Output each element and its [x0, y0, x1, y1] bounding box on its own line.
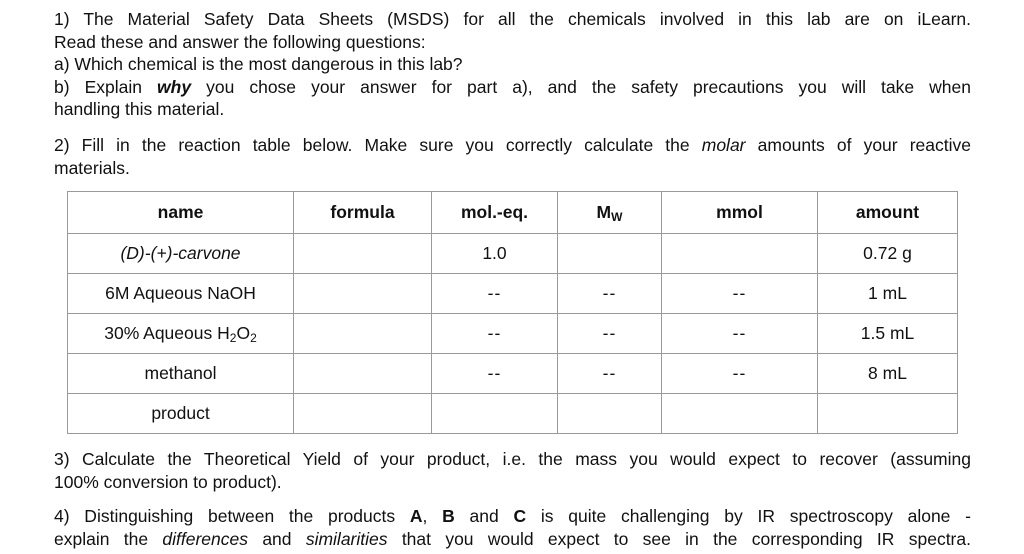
q1-part-b-line-2: handling this material.	[54, 99, 225, 119]
cell-mmol[interactable]	[662, 394, 818, 434]
table-row	[68, 234, 958, 274]
cell-name	[68, 234, 294, 274]
q4-line-2	[54, 528, 971, 551]
question-1	[54, 8, 971, 121]
cell-name	[68, 314, 294, 354]
cell-name: methanol	[68, 354, 294, 394]
h2o2-o: O	[236, 323, 251, 343]
header-formula: formula	[294, 192, 432, 234]
cell-name: 6M Aqueous NaOH	[68, 274, 294, 314]
q4-comma: ,	[422, 506, 443, 526]
h2o2-text: 30% Aqueous H	[104, 323, 230, 343]
product-c-label: C	[513, 506, 527, 526]
q2-text: 2) Fill in the reaction table below. Make sure you correctly calculate the	[54, 135, 702, 155]
cell-formula[interactable]	[294, 274, 432, 314]
cell-mol-eq: --	[432, 274, 558, 314]
q4-text-3: explain the	[54, 528, 163, 549]
table-row	[68, 314, 958, 354]
cell-amount: 8 mL	[818, 354, 958, 394]
table-row	[68, 394, 958, 434]
q4-similarities: similarities	[305, 528, 388, 549]
cell-name: product	[68, 394, 294, 434]
cell-mw[interactable]	[558, 394, 662, 434]
cell-mw: --	[558, 354, 662, 394]
product-a-label: A	[409, 506, 423, 526]
q1-line-1: 1) The Material Safety Data Sheets (MSDS) for all the chemicals involved in this lab are on iLearn.	[54, 9, 971, 29]
cell-mmol: --	[662, 274, 818, 314]
table-header-row	[68, 192, 958, 234]
question-3	[54, 448, 971, 493]
q1-b-text-2: you chose your answer for part a), and the safety precautions you will take when	[191, 76, 971, 97]
cell-mw: --	[558, 274, 662, 314]
q3-line-1: 3) Calculate the Theoretical Yield of your product, i.e. the mass you would expect to recover (assuming	[54, 449, 971, 469]
cell-mw: --	[558, 314, 662, 354]
cell-formula[interactable]	[294, 314, 432, 354]
q4-text-2: is quite challenging by IR spectroscopy alone -	[526, 506, 971, 526]
header-mw	[558, 192, 662, 234]
q1-b-text: b) Explain	[54, 76, 158, 97]
q1-part-b	[54, 76, 971, 99]
q2-line-1	[54, 134, 971, 157]
cell-formula[interactable]	[294, 394, 432, 434]
product-b-label: B	[442, 506, 455, 526]
q4-text-4: that you would expect to see in the corresponding IR spectra.	[387, 528, 971, 549]
q4-line-1	[54, 505, 971, 528]
q1-part-a: a) Which chemical is the most dangerous in this lab?	[54, 54, 463, 74]
question-4	[54, 505, 971, 550]
header-mmol: mmol	[662, 192, 818, 234]
header-amount: amount	[818, 192, 958, 234]
cell-mol-eq[interactable]	[432, 394, 558, 434]
q2-emphasis: molar	[701, 135, 746, 155]
header-mw-main: M	[596, 202, 612, 222]
q4-text: 4) Distinguishing between the products	[54, 506, 410, 526]
q4-and: and	[454, 506, 514, 526]
cell-mol-eq: 1.0	[432, 234, 558, 274]
carvone-name: (D)-(+)-carvone	[120, 243, 241, 263]
q4-differences: differences	[162, 528, 249, 549]
q3-line-2: 100% conversion to product).	[54, 471, 282, 492]
question-2	[54, 134, 971, 179]
reaction-table	[67, 191, 958, 434]
q2-line-2: materials.	[54, 157, 130, 178]
cell-amount: 1.5 mL	[818, 314, 958, 354]
q4-and-2: and	[248, 528, 306, 549]
cell-mw[interactable]	[558, 234, 662, 274]
cell-formula[interactable]	[294, 354, 432, 394]
cell-amount: 0.72 g	[818, 234, 958, 274]
q1-b-emphasis: why	[157, 76, 192, 97]
table-row	[68, 274, 958, 314]
header-mol-eq: mol.-eq.	[432, 192, 558, 234]
cell-formula[interactable]	[294, 234, 432, 274]
h2o2-sub-1: 2	[229, 331, 237, 345]
q1-line-2: Read these and answer the following questions:	[54, 31, 426, 52]
cell-mmol: --	[662, 314, 818, 354]
cell-amount: 1 mL	[818, 274, 958, 314]
q2-text-2: amounts of your reactive	[745, 135, 972, 155]
cell-mmol: --	[662, 354, 818, 394]
table-row	[68, 354, 958, 394]
cell-mol-eq: --	[432, 354, 558, 394]
header-mw-sub: W	[611, 210, 623, 224]
cell-mmol[interactable]	[662, 234, 818, 274]
header-name: name	[68, 192, 294, 234]
h2o2-sub-2: 2	[250, 331, 257, 345]
cell-mol-eq: --	[432, 314, 558, 354]
cell-amount[interactable]	[818, 394, 958, 434]
